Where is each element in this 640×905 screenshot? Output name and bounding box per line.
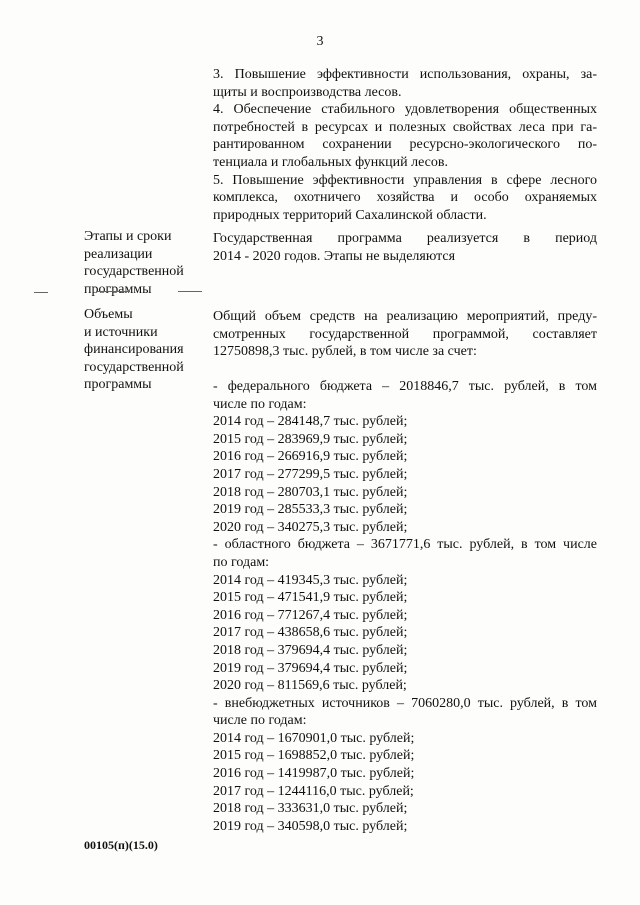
text-line: тенциала и глобальных функций лесов. <box>213 154 448 170</box>
source-heading: - федерального бюджета – 2018846,7 тыс. рублей, в том <box>213 379 597 394</box>
year-amount: 2018 год – 379694,4 тыс. рублей; <box>213 642 408 658</box>
text-line: потребностей в ресурсах и полезных свойствах леса при га- <box>213 119 597 135</box>
goals-continuation <box>213 66 597 224</box>
page-number: 3 <box>316 34 324 49</box>
text-line: Общий объем средств на реализацию мероприятий, преду- <box>213 309 597 324</box>
funding-intro <box>213 308 597 361</box>
source-heading: - областного бюджета – 3671771,6 тыс. рублей, в том числе <box>213 537 597 553</box>
federal-budget-block <box>213 378 597 536</box>
year-amount: 2014 год – 284148,7 тыс. рублей; <box>213 414 408 430</box>
year-amount: 2014 год – 1670901,0 тыс. рублей; <box>213 730 415 746</box>
year-amount: 2016 год – 1419987,0 тыс. рублей; <box>213 766 415 782</box>
year-amount: 2016 год – 771267,4 тыс. рублей; <box>213 607 408 623</box>
year-amount: 2015 год – 1698852,0 тыс. рублей; <box>213 748 415 764</box>
source-heading: числе по годам: <box>213 396 307 412</box>
text-line: 4. Обеспечение стабильного удовлетворения общественных <box>213 102 597 118</box>
separator-line <box>178 291 202 292</box>
text-line: природных территорий Сахалинской области. <box>213 207 487 223</box>
year-amount: 2019 год – 379694,4 тыс. рублей; <box>213 660 408 676</box>
separator-line <box>96 291 130 292</box>
label-line: программы <box>84 377 152 393</box>
year-amount: 2019 год – 285533,3 тыс. рублей; <box>213 502 408 518</box>
funding-sources <box>213 378 597 835</box>
year-amount: 2015 год – 283969,9 тыс. рублей; <box>213 431 408 447</box>
stages-label <box>84 228 199 298</box>
text-line: 5. Повышение эффективности управления в сфере лесного <box>213 172 597 188</box>
stages-text <box>213 230 597 265</box>
year-amount: 2015 год – 471541,9 тыс. рублей; <box>213 590 408 606</box>
text-line: смотренных государственной программой, составляет <box>213 326 597 342</box>
text-line: комплекса, охотничего хозяйства и особо охраняемых <box>213 190 597 206</box>
label-line: и источники <box>84 324 158 340</box>
extrabudgetary-block <box>213 695 597 836</box>
year-amount: 2017 год – 438658,6 тыс. рублей; <box>213 625 408 641</box>
regional-budget-block <box>213 536 597 694</box>
document-code: 00105(п)(15.0) <box>84 838 158 852</box>
source-heading: - внебюджетных источников – 7060280,0 тыс. рублей, в том <box>213 695 597 711</box>
text-line: 3. Повышение эффективности использования, охраны, за- <box>213 67 597 82</box>
label-line: реализации <box>84 246 153 262</box>
goal-item-5 <box>213 172 597 225</box>
year-amount: 2020 год – 340275,3 тыс. рублей; <box>213 519 408 535</box>
label-line: государственной <box>84 359 184 375</box>
label-line: государственной <box>84 264 184 280</box>
separator-line <box>34 292 48 293</box>
source-heading: по годам: <box>213 554 270 570</box>
year-amount: 2017 год – 277299,5 тыс. рублей; <box>213 466 408 482</box>
text-line: щиты и воспроизводства лесов. <box>213 84 402 100</box>
year-amount: 2019 год – 340598,0 тыс. рублей; <box>213 818 408 834</box>
funding-label <box>84 306 199 394</box>
text-line: 2014 - 2020 годов. Этапы не выделяются <box>213 248 456 264</box>
label-line: программы <box>84 281 152 297</box>
label-line: финансирования <box>84 342 184 358</box>
year-amount: 2020 год – 811569,6 тыс. рублей; <box>213 678 407 694</box>
goal-item-4 <box>213 101 597 171</box>
year-amount: 2018 год – 333631,0 тыс. рублей; <box>213 801 408 817</box>
year-amount: 2018 год – 280703,1 тыс. рублей; <box>213 484 408 500</box>
year-amount: 2016 год – 266916,9 тыс. рублей; <box>213 449 408 465</box>
text-line: рантированном сохранении ресурсно-экологического по- <box>213 137 597 153</box>
goal-item-3 <box>213 66 597 101</box>
text-line: Государственная программа реализуется в период <box>213 231 597 246</box>
label-line: Объемы <box>84 307 133 322</box>
source-heading: числе по годам: <box>213 713 307 729</box>
label-line: Этапы и сроки <box>84 229 172 244</box>
text-line: 12750898,3 тыс. рублей, в том числе за счет: <box>213 344 477 360</box>
year-amount: 2014 год – 419345,3 тыс. рублей; <box>213 572 408 588</box>
year-amount: 2017 год – 1244116,0 тыс. рублей; <box>213 783 414 799</box>
